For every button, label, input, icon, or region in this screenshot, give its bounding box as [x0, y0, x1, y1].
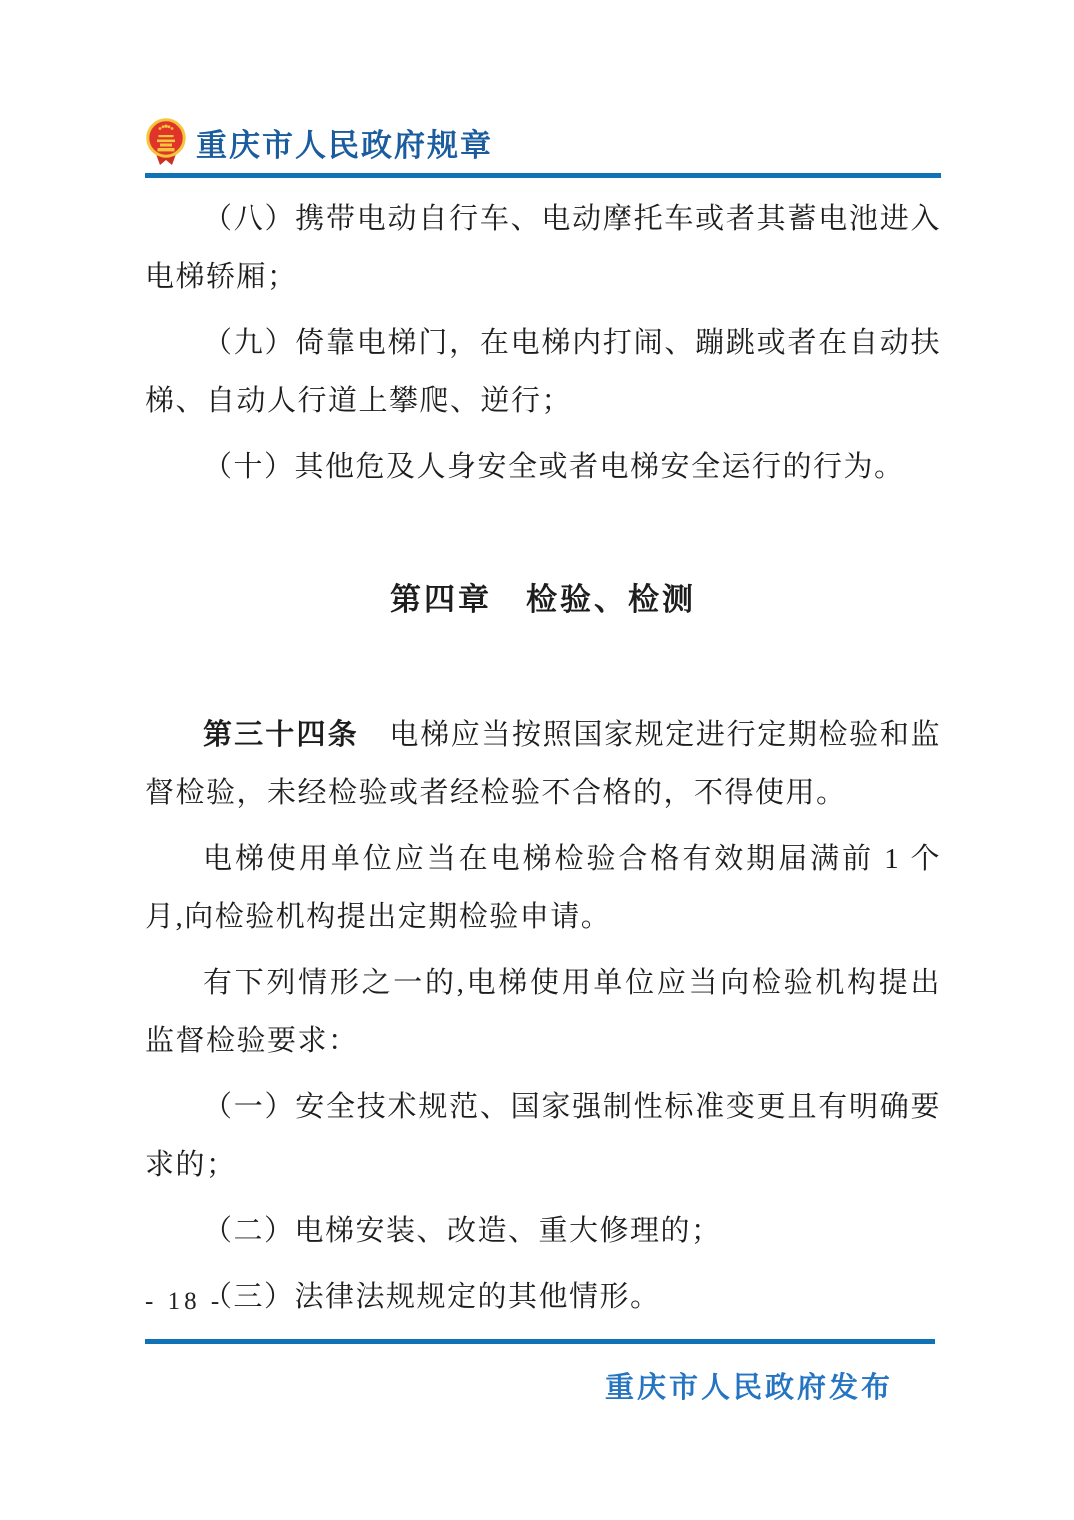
clause-paragraph-10: （十）其他危及人身安全或者电梯安全运行的行为。 — [203, 451, 905, 483]
clause-paragraph-1: （一）安全技术规范、国家强制性标准变更且有明确要求的； — [145, 1091, 941, 1181]
publisher-label: 重庆市人民政府发布 — [604, 1372, 893, 1404]
page-header — [145, 118, 941, 178]
article-34-paragraph — [145, 706, 941, 822]
clause-paragraph-3: （三）法律法规规定的其他情形。 — [203, 1281, 661, 1313]
header-title: 重庆市人民政府规章 — [196, 127, 493, 163]
chapter-heading: 第四章 检验、检测 — [390, 582, 696, 617]
article-text: 电梯应当按照国家规定进行定期检验和监督检验，未经检验或者经检验不合格的，不得使用。 — [145, 719, 941, 809]
header-row — [145, 118, 941, 166]
page-number: - 18 - — [145, 1288, 224, 1315]
clause-paragraph-9: （九）倚靠电梯门，在电梯内打闹、蹦跳或者在自动扶梯、自动人行道上攀爬、逆行； — [145, 327, 941, 417]
header-divider — [145, 173, 941, 178]
national-emblem-icon — [145, 118, 187, 166]
body-paragraph-supervision-intro: 有下列情形之一的,电梯使用单位应当向检验机构提出监督检验要求： — [145, 967, 941, 1057]
page-content — [145, 118, 941, 1334]
clause-paragraph-8: （八）携带电动自行车、电动摩托车或者其蓄电池进入电梯轿厢； — [145, 203, 941, 293]
body-paragraph-inspection-request: 电梯使用单位应当在电梯检验合格有效期届满前 1 个月,向检验机构提出定期检验申请。 — [145, 843, 941, 933]
clause-paragraph-2: （二）电梯安装、改造、重大修理的； — [203, 1215, 722, 1247]
document-body — [145, 190, 941, 1326]
footer-divider — [145, 1339, 935, 1344]
article-number-label: 第三十四条 — [203, 719, 359, 751]
